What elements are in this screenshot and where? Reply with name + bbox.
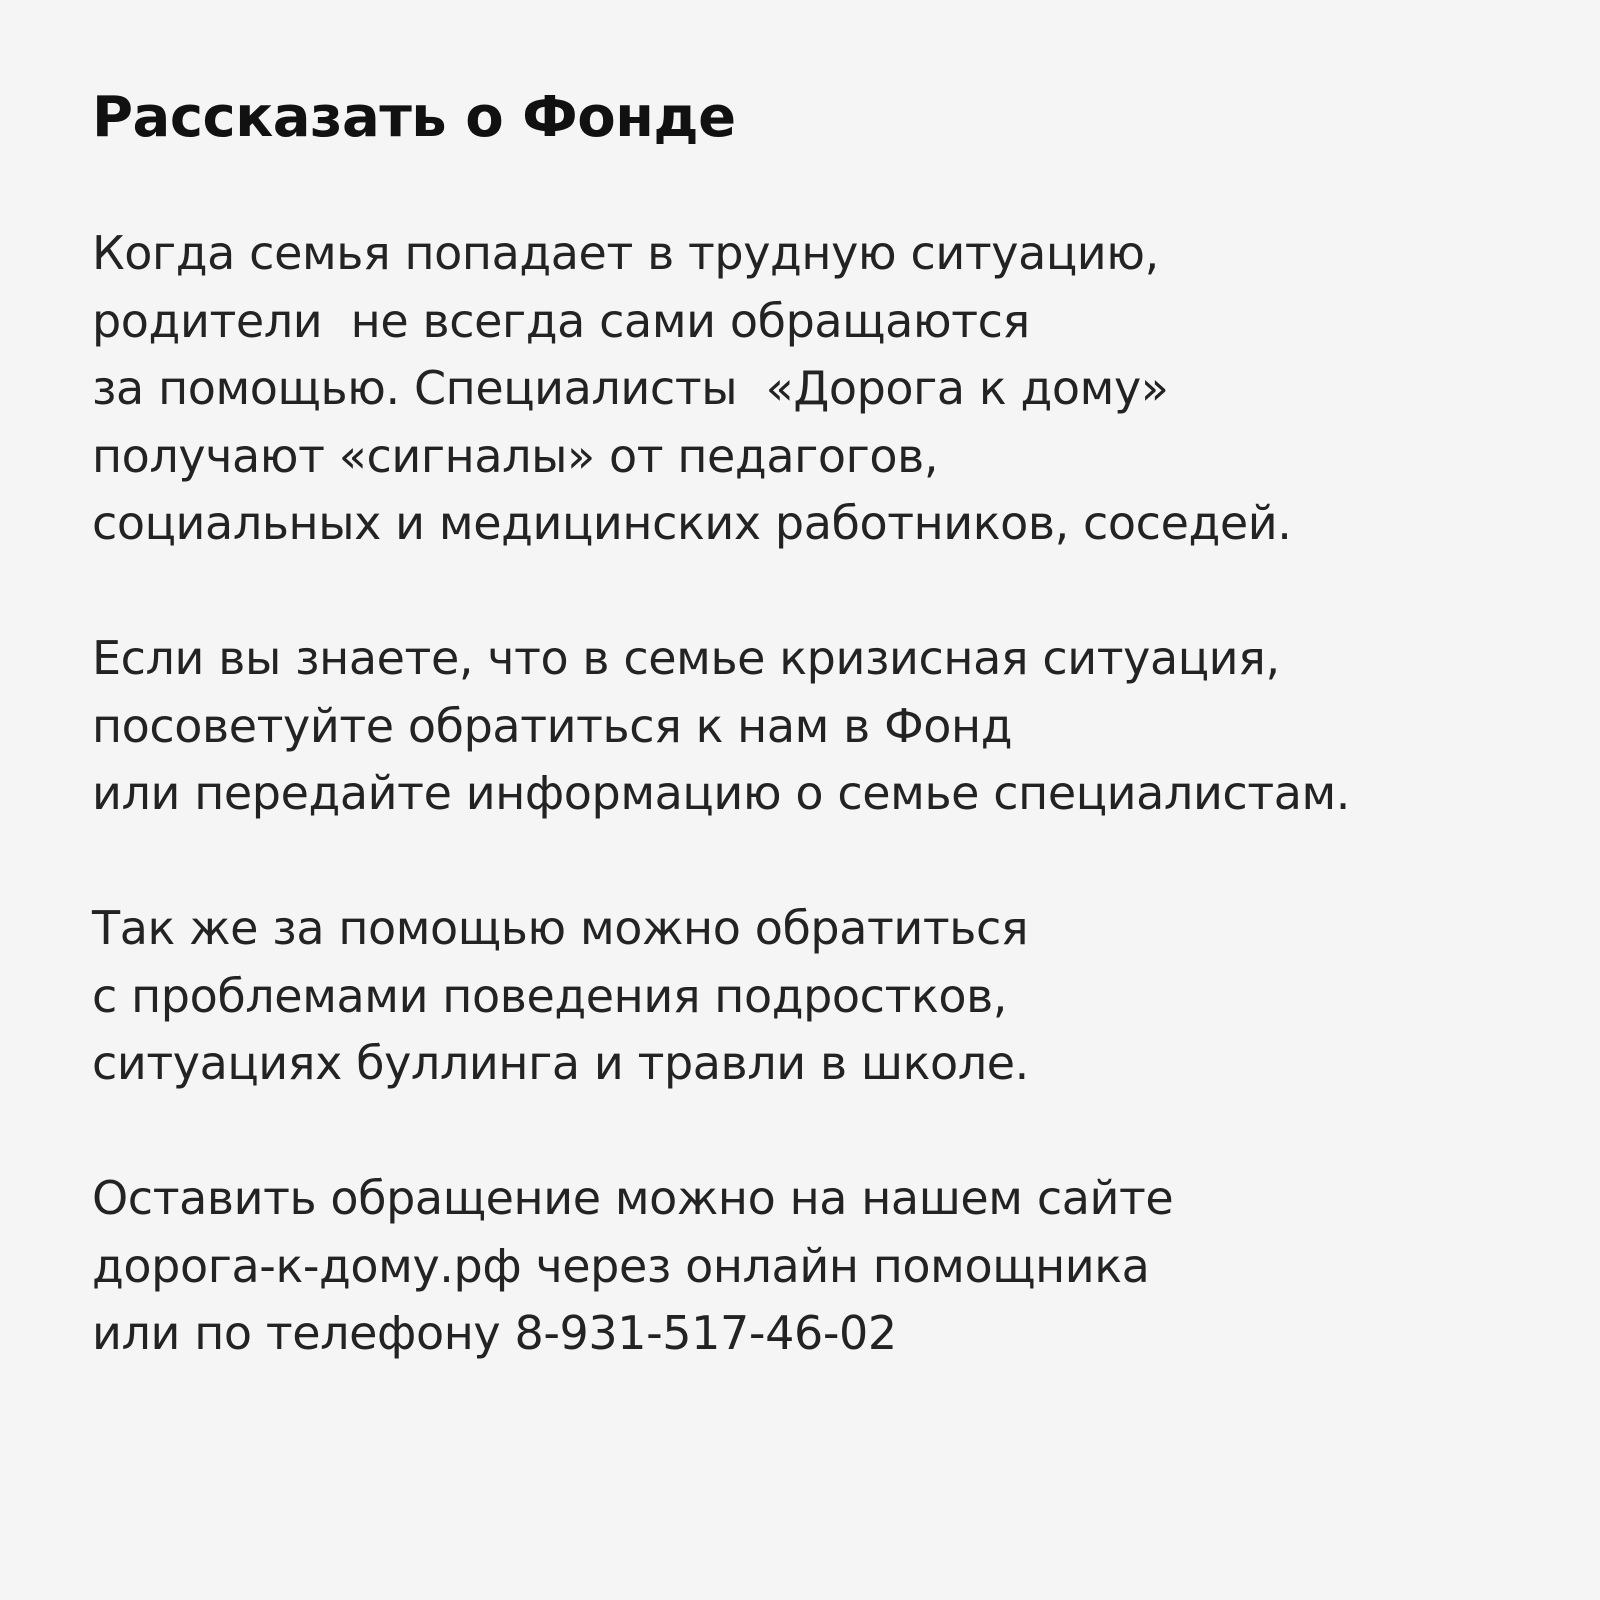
paragraph-line: получают «сигналы» от педагогов, bbox=[92, 428, 939, 483]
paragraph-contacts bbox=[92, 1165, 1173, 1368]
paragraph-line: Если вы знаете, что в семье кризисная ситуация, bbox=[92, 631, 1280, 685]
paragraph-line: Оставить обращение можно на нашем сайте bbox=[92, 1171, 1174, 1225]
paragraph-line: или передайте информацию о семье специалистам. bbox=[92, 766, 1351, 820]
paragraph-line: посоветуйте обратиться к нам в Фонд bbox=[92, 698, 1013, 753]
paragraph-line: Когда семья попадает в трудную ситуацию, bbox=[92, 226, 1159, 280]
paragraph-line: Так же за помощью можно обратиться bbox=[92, 901, 1029, 955]
paragraph-line: ситуациях буллинга и травли в школе. bbox=[92, 1036, 1029, 1090]
paragraph-line: социальных и медицинских работников, соседей. bbox=[92, 496, 1292, 550]
paragraph-line: дорога-к-дому.рф через онлайн помощника bbox=[92, 1238, 1150, 1293]
paragraph-signals bbox=[92, 220, 1292, 558]
page-content bbox=[92, 78, 1552, 1360]
paragraph-line: родители не всегда сами обращаются bbox=[92, 293, 1030, 348]
paragraph-line: с проблемами поведения подростков, bbox=[92, 968, 1008, 1023]
page-title: Рассказать о Фонде bbox=[92, 85, 736, 150]
paragraph-line: или по телефону 8-931-517-46-02 bbox=[92, 1306, 897, 1360]
paragraph-advice bbox=[92, 625, 1350, 828]
paragraph-line: за помощью. Специалисты «Дорога к дому» bbox=[92, 361, 1169, 415]
paragraph-teen-help bbox=[92, 895, 1029, 1098]
